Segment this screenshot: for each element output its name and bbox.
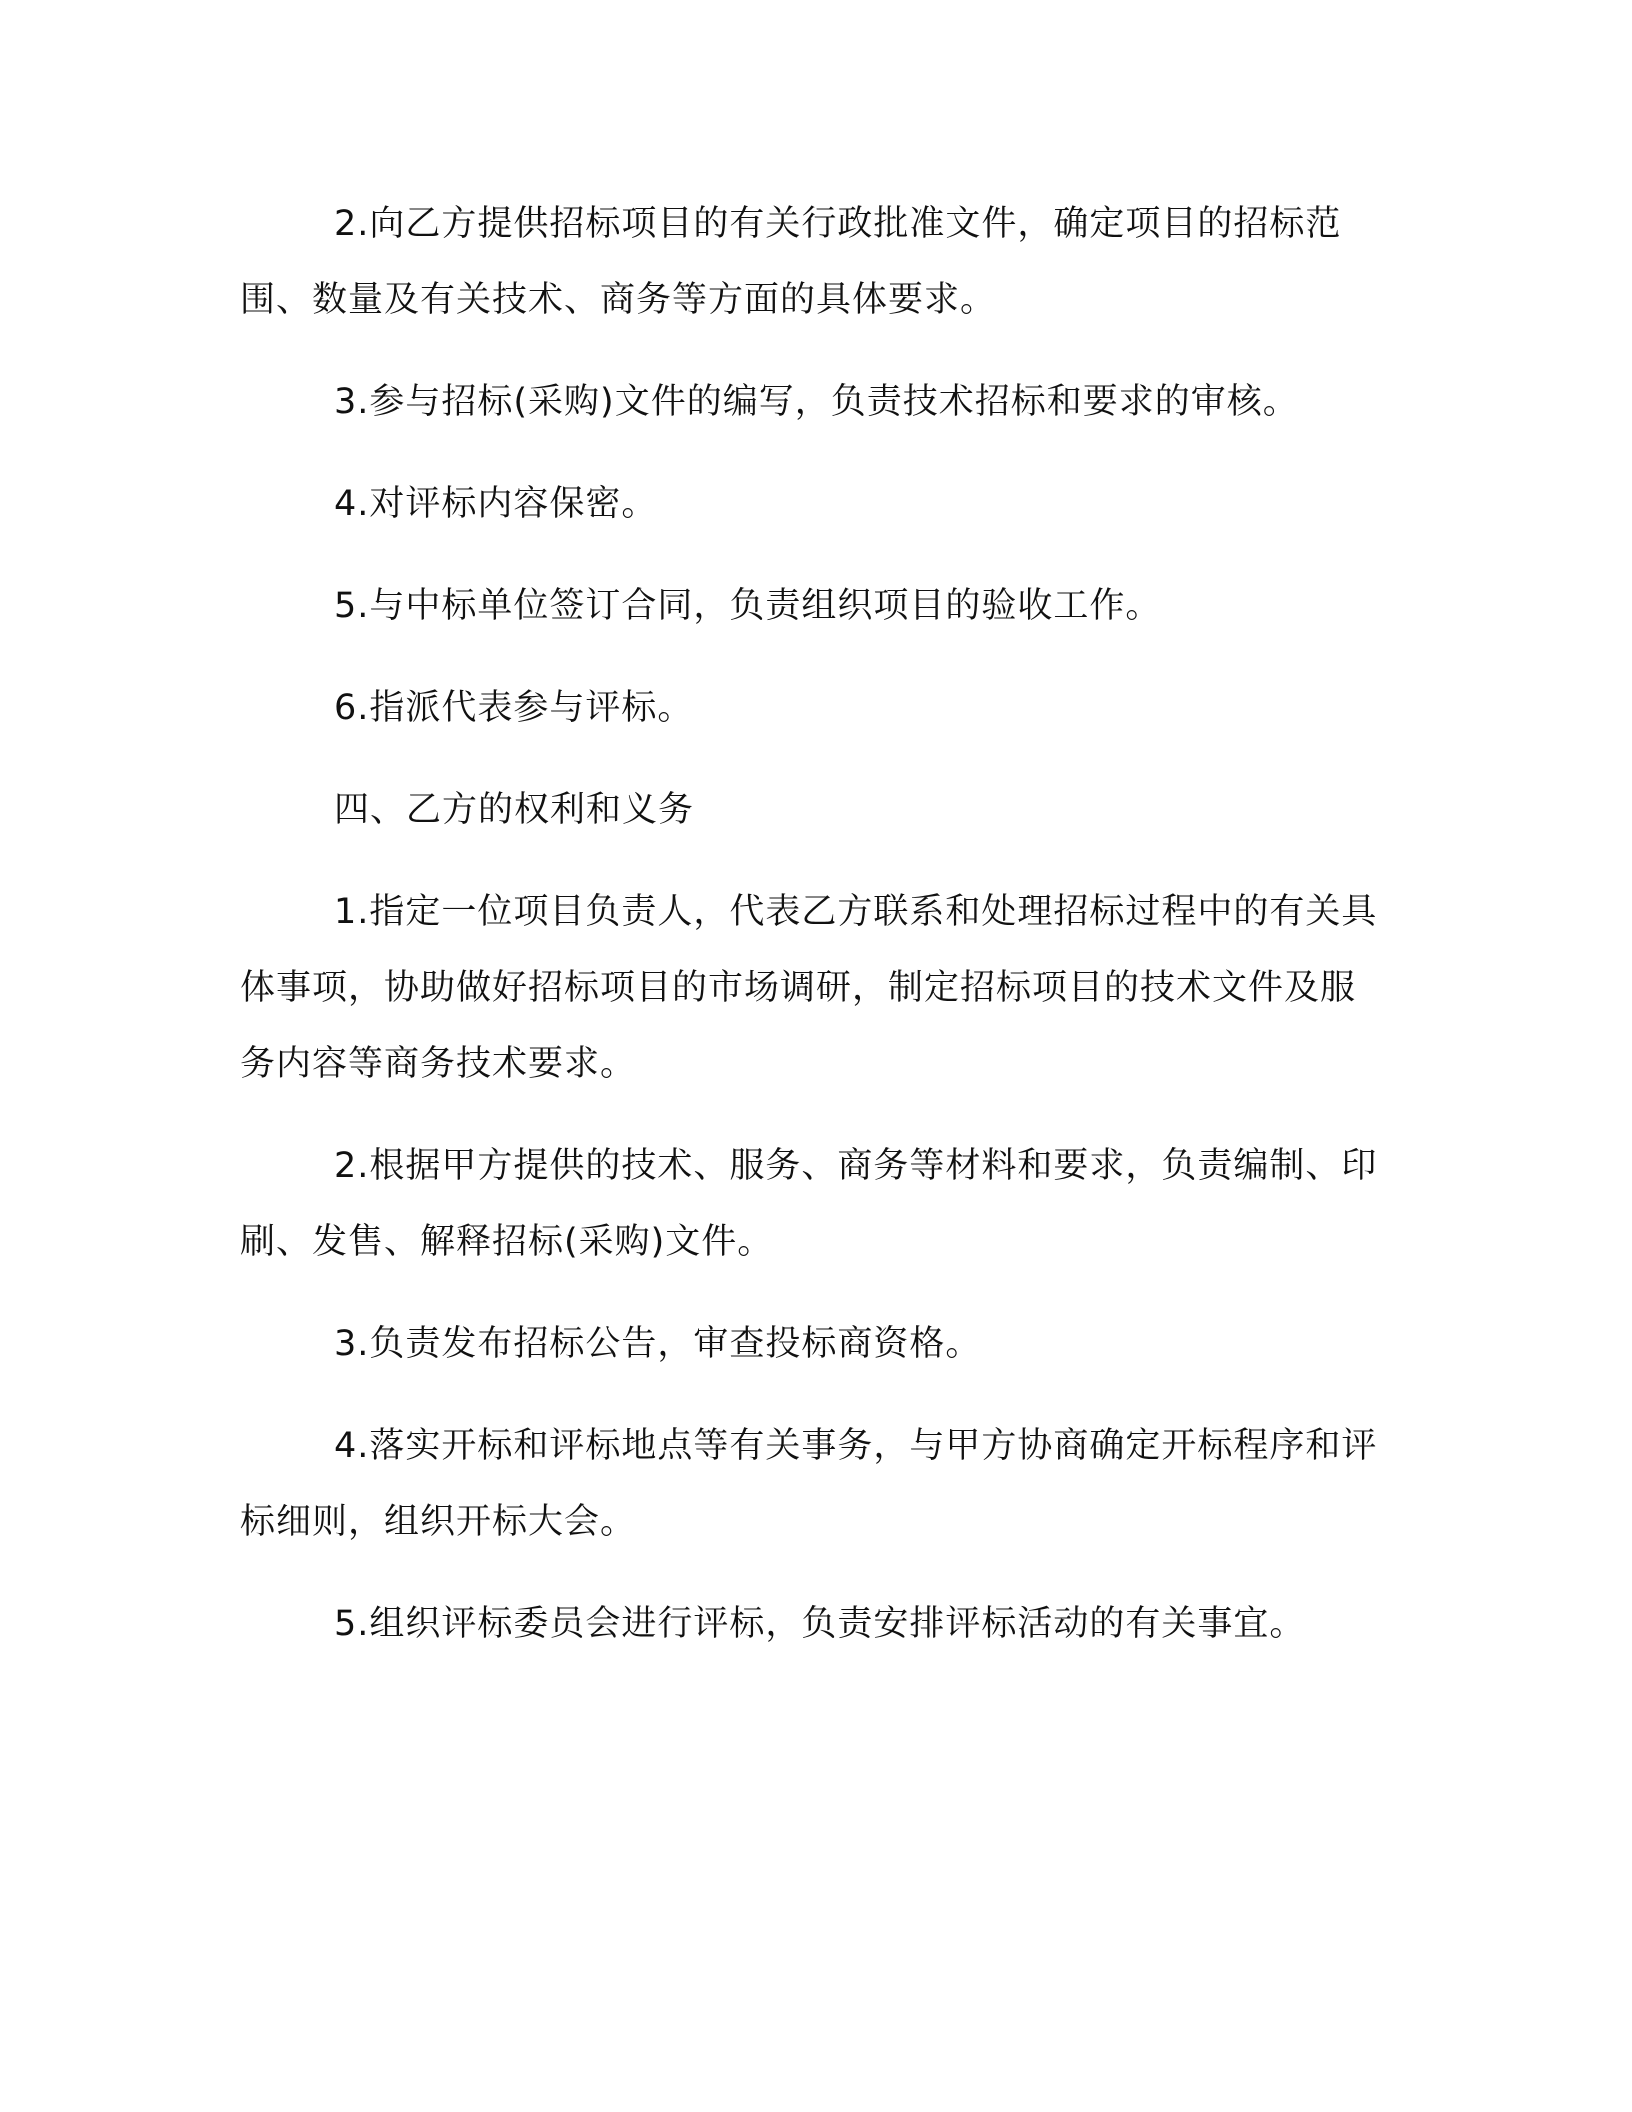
- paragraph-party-a-5: 5.与中标单位签订合同，负责组织项目的验收工作。: [334, 586, 1162, 626]
- paragraph-party-a-2: 2.向乙方提供招标项目的有关行政批准文件，确定项目的招标范围、数量及有关技术、商务等方面的具体要求。: [240, 204, 1342, 320]
- document-content: [240, 186, 1380, 1662]
- paragraph-party-a-3: 3.参与招标(采购)文件的编写，负责技术招标和要求的审核。: [334, 382, 1299, 422]
- paragraph-party-b-2: 2.根据甲方提供的技术、服务、商务等材料和要求，负责编制、印刷、发售、解释招标(采购)文件。: [240, 1146, 1378, 1262]
- paragraph-party-b-5: 5.组织评标委员会进行评标，负责安排评标活动的有关事宜。: [334, 1604, 1306, 1644]
- paragraph-party-a-6: 6.指派代表参与评标。: [334, 688, 694, 728]
- paragraph-party-b-4: 4.落实开标和评标地点等有关事务，与甲方协商确定开标程序和评标细则，组织开标大会。: [240, 1426, 1378, 1542]
- paragraph-party-a-4: 4.对评标内容保密。: [334, 484, 658, 524]
- paragraph-party-b-3: 3.负责发布招标公告，审查投标商资格。: [334, 1324, 982, 1364]
- section-heading-party-b: 四、乙方的权利和义务: [334, 790, 695, 830]
- paragraph-party-b-1: 1.指定一位项目负责人，代表乙方联系和处理招标过程中的有关具体事项，协助做好招标项目的市场调研，制定招标项目的技术文件及服务内容等商务技术要求。: [240, 892, 1378, 1084]
